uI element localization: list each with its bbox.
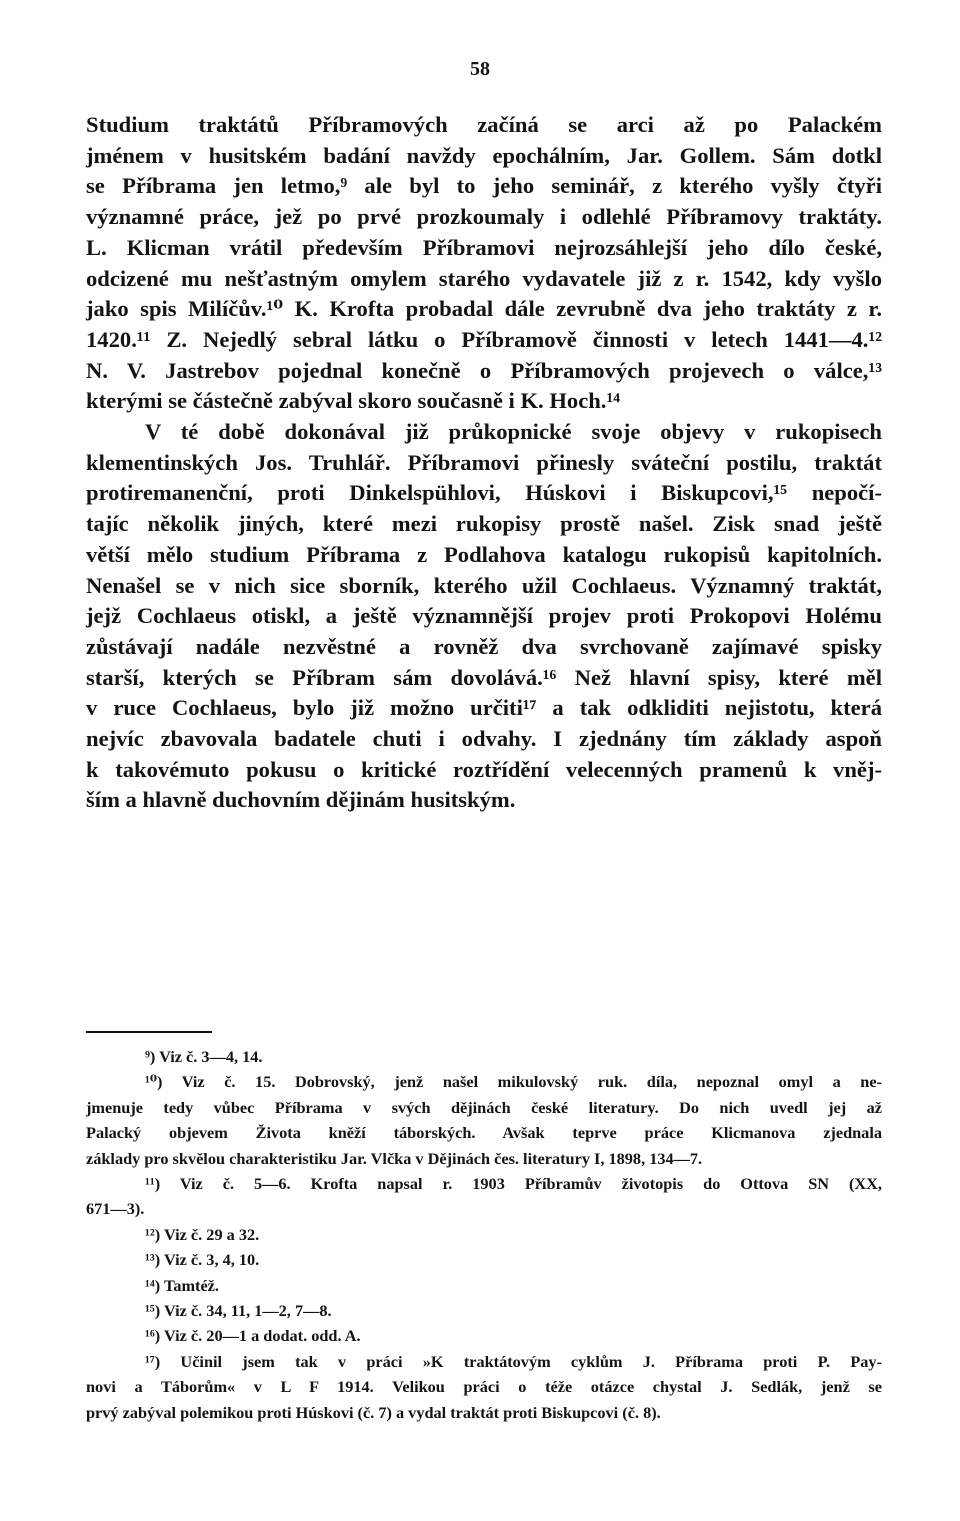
text-line: jako spis Milíčův.¹⁰ K. Krofta probadal dále zevrubně dva jeho traktáty z r.	[86, 296, 882, 322]
footnote-line: novi a Táborům« v L F 1914. Velikou práci o téže otázce chystal J. Sedlák, jenž se	[86, 1377, 882, 1397]
text-line: odcizené mu nešťastným omylem starého vydavatele již z r. 1542, kdy vyšlo	[86, 265, 882, 291]
text-line: zůstávají nadále nezvěstné a rovněž dva svrchovaně zajímavé spisky	[86, 633, 882, 659]
text-line: V té době dokonával již průkopnické svoje objevy v rukopisech	[145, 419, 882, 445]
footnote-line: ¹⁶) Viz č. 20—1 a dodat. odd. A.	[145, 1326, 361, 1346]
text-line: jménem v husitském badání navždy epochálním, Jar. Gollem. Sám dotkl	[86, 142, 882, 168]
text-line: nejvíc zbavovala badatele chuti i odvahy. I zjednány tím základy aspoň	[86, 726, 882, 752]
footnote-line: ¹²) Viz č. 29 a 32.	[145, 1224, 260, 1244]
text-line: se Příbrama jen letmo,⁹ ale byl to jeho seminář, z kterého vyšly čtyři	[86, 173, 882, 199]
footnote-line: ¹⁰) Viz č. 15. Dobrovský, jenž našel mikulovský ruk. díla, nepoznal omyl a ne-	[145, 1072, 882, 1092]
body-text	[86, 110, 882, 816]
text-line: větší mělo studium Příbrama z Podlahova katalogu rukopisů kapitolních.	[86, 541, 882, 567]
footnote-line: prvý zabýval polemikou proti Húskovi (č. 7) a vydal traktát proti Biskupcovi (č. 8).	[86, 1402, 661, 1422]
text-line: jejž Cochlaeus otiskl, a ještě významnější projev proti Prokopovi Holému	[86, 603, 882, 629]
footnote-line: Palacký objevem Života kněží táborských. Avšak teprve práce Klicmanova zjednala	[86, 1123, 882, 1143]
text-line: Studium traktátů Příbramových začíná se arci až po Palackém	[86, 112, 882, 137]
footnote-line: jmenuje tedy vůbec Příbrama v svých dějinách české literatury. Do nich uvedl jej až	[86, 1097, 882, 1117]
footnote-line: základy pro skvělou charakteristiku Jar. Vlčka v Dějinách čes. literatury I, 1898, 134—7.	[86, 1148, 703, 1168]
text-line: protiremanenční, proti Dinkelspühlovi, Húskovi i Biskupcovi,¹⁵ nepočí-	[86, 480, 882, 506]
text-line: starší, kterých se Příbram sám dovolává.¹⁶ Než hlavní spisy, které měl	[86, 664, 882, 690]
footnote-line: 671—3).	[86, 1199, 145, 1219]
footnote-line: ¹⁷) Učinil jsem tak v práci »K traktátovým cyklům J. Příbrama proti P. Pay-	[145, 1351, 882, 1371]
footnote-line: ¹⁴) Tamtéž.	[145, 1275, 219, 1295]
footnotes	[86, 1044, 882, 1425]
footnote-line: ¹¹) Viz č. 5—6. Krofta napsal r. 1903 Příbramův životopis do Ottova SN (XX,	[145, 1174, 882, 1194]
text-line: klementinských Jos. Truhlář. Příbramovi přinesly sváteční postilu, traktát	[86, 449, 882, 475]
text-line: Nenašel se v nich sice sborník, kterého užil Cochlaeus. Významný traktát,	[86, 572, 882, 598]
text-line: v ruce Cochlaeus, bylo již možno určiti¹⁷ a tak odkliditi nejistotu, která	[86, 695, 882, 721]
text-line: L. Klicman vrátil především Příbramovi nejrozsáhlejší jeho dílo české,	[86, 234, 882, 260]
page-number: 58	[470, 58, 490, 80]
footnote-line: ⁹) Viz č. 3—4, 14.	[145, 1047, 263, 1066]
footnote-line: ¹⁵) Viz č. 34, 11, 1—2, 7—8.	[145, 1301, 332, 1321]
text-line: významné práce, jež po prvé prozkoumaly i odlehlé Příbramovy traktáty.	[86, 204, 882, 230]
text-line: k takovémuto pokusu o kritické roztřídění velecenných pramenů k vněj-	[86, 756, 882, 782]
footnote-divider	[86, 1031, 212, 1033]
text-line: tajíc několik jiných, které mezi rukopisy prostě našel. Zisk snad ještě	[86, 511, 882, 537]
text-line: 1420.¹¹ Z. Nejedlý sebral látku o Příbramově činnosti v letech 1441—4.¹²	[86, 326, 882, 352]
text-line: N. V. Jastrebov pojednal konečně o Příbramových projevech o válce,¹³	[86, 357, 882, 383]
footnote-line: ¹³) Viz č. 3, 4, 10.	[145, 1250, 260, 1270]
text-line: ším a hlavně duchovním dějinám husitským.	[86, 787, 516, 813]
text-line: kterými se částečně zabýval skoro současně i K. Hoch.¹⁴	[86, 388, 620, 414]
